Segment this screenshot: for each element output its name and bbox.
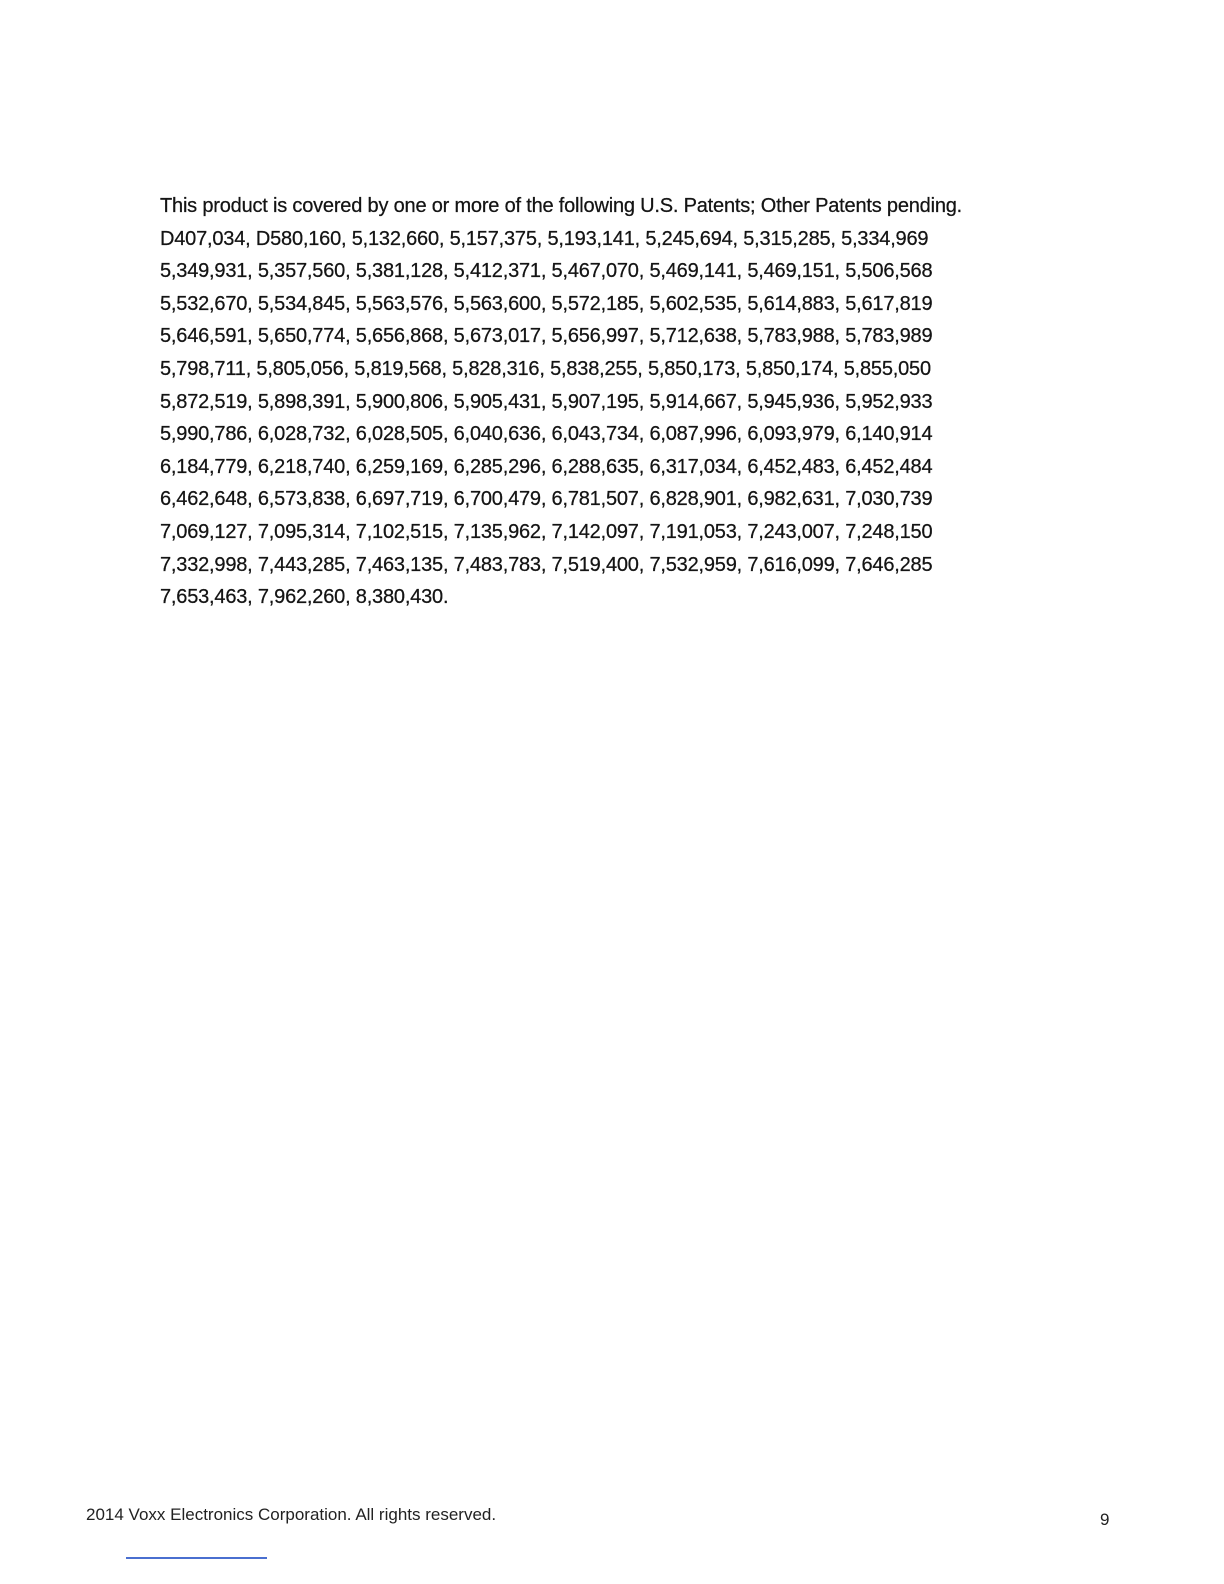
patent-list-line: 6,184,779, 6,218,740, 6,259,169, 6,285,296, 6,288,635, 6,317,034, 6,452,483, 6,452,484 [160, 455, 933, 478]
patent-list-line: 7,653,463, 7,962,260, 8,380,430. [160, 586, 449, 609]
patent-list-line: 5,532,670, 5,534,845, 5,563,576, 5,563,600, 5,572,185, 5,602,535, 5,614,883, 5,617,819 [160, 292, 933, 315]
patent-list-line: 5,990,786, 6,028,732, 6,028,505, 6,040,636, 6,043,734, 6,087,996, 6,093,979, 6,140,914 [160, 423, 933, 446]
patent-list-line: 7,069,127, 7,095,314, 7,102,515, 7,135,962, 7,142,097, 7,191,053, 7,243,007, 7,248,150 [160, 520, 933, 543]
patent-notice [160, 190, 1070, 614]
patent-list-line: D407,034, D580,160, 5,132,660, 5,157,375, 5,193,141, 5,245,694, 5,315,285, 5,334,969 [160, 227, 929, 250]
footer-divider [126, 1557, 267, 1559]
patent-list-line: 5,798,711, 5,805,056, 5,819,568, 5,828,316, 5,838,255, 5,850,173, 5,850,174, 5,855,050 [160, 357, 931, 380]
patent-intro: This product is covered by one or more of the following U.S. Patents; Other Patents pending. [160, 195, 963, 217]
patent-list-line: 5,872,519, 5,898,391, 5,900,806, 5,905,431, 5,907,195, 5,914,667, 5,945,936, 5,952,933 [160, 390, 933, 413]
patent-list-line: 5,349,931, 5,357,560, 5,381,128, 5,412,371, 5,467,070, 5,469,141, 5,469,151, 5,506,568 [160, 260, 933, 283]
footer-copyright: 2014 Voxx Electronics Corporation. All rights reserved. [86, 1505, 497, 1524]
patent-list-line: 5,646,591, 5,650,774, 5,656,868, 5,673,017, 5,656,997, 5,712,638, 5,783,988, 5,783,989 [160, 325, 933, 348]
page-number: 9 [1100, 1510, 1110, 1529]
patent-list-line: 7,332,998, 7,443,285, 7,463,135, 7,483,783, 7,519,400, 7,532,959, 7,616,099, 7,646,285 [160, 553, 933, 576]
patent-list-line: 6,462,648, 6,573,838, 6,697,719, 6,700,479, 6,781,507, 6,828,901, 6,982,631, 7,030,739 [160, 488, 933, 511]
